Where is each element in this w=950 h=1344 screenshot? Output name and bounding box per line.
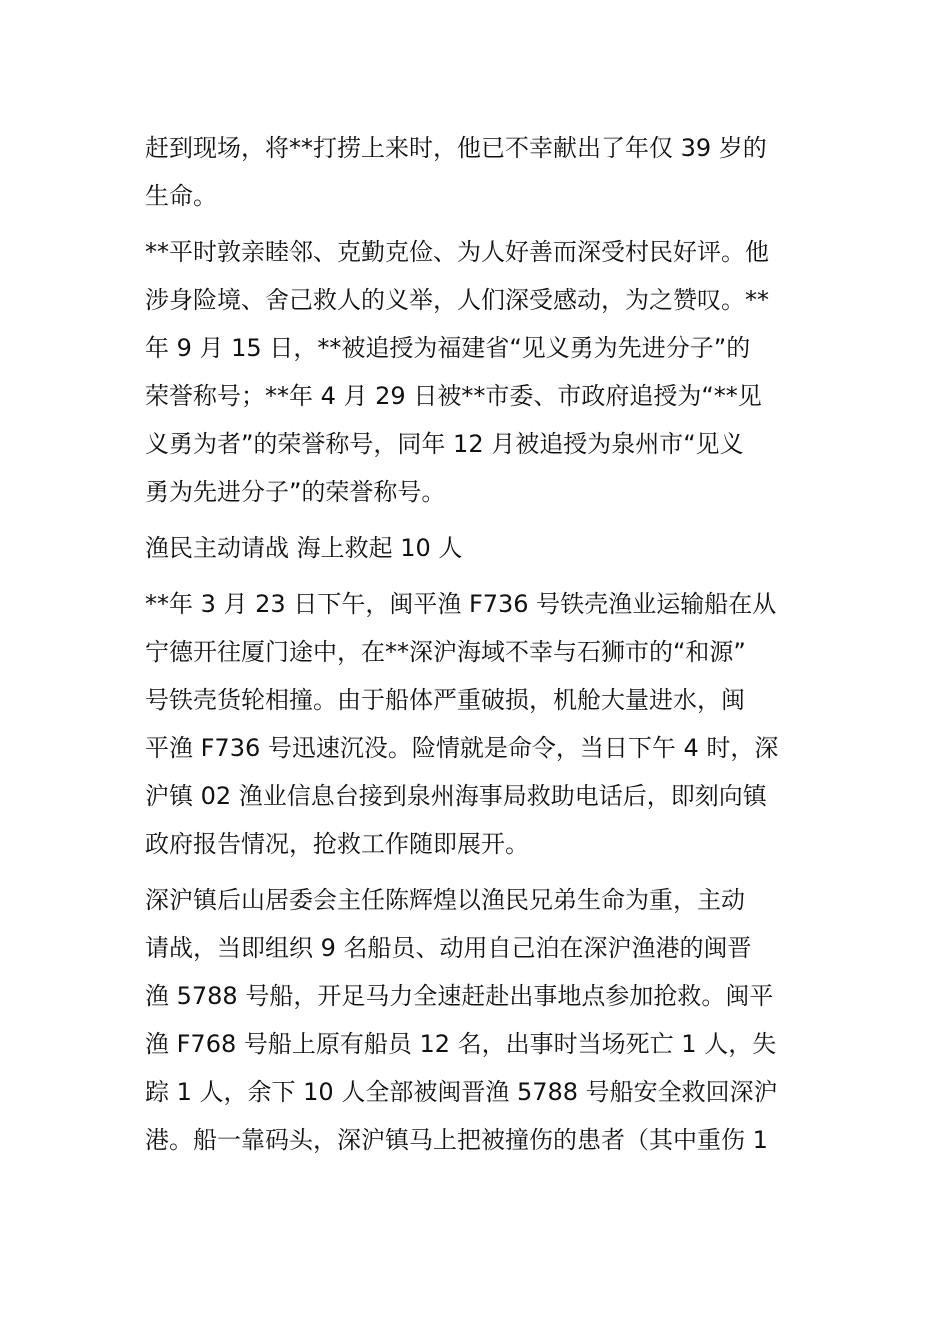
text-line: 踪 1 人，余下 10 人全部被闽晋渔 5788 号船安全救回深沪 xyxy=(145,1078,778,1106)
text-line: 义勇为者”的荣誉称号，同年 12 月被追授为泉州市“见义 xyxy=(145,430,744,458)
text-line: 深沪镇后山居委会主任陈辉煌以渔民兄弟生命为重，主动 xyxy=(145,886,745,914)
paragraph-2 xyxy=(145,228,810,516)
text-line: 宁德开往厦门途中，在**深沪海域不幸与石狮市的“和源” xyxy=(145,638,746,666)
text-line: **平时敦亲睦邻、克勤克俭、为人好善而深受村民好评。他 xyxy=(145,238,769,266)
text-line: 荣誉称号；**年 4 月 29 日被**市委、市政府追授为“**见 xyxy=(145,382,762,410)
text-line: **年 3 月 23 日下午，闽平渔 F736 号铁壳渔业运输船在从 xyxy=(145,590,777,618)
text-line: 年 9 月 15 日，**被追授为福建省“见义勇为先进分子”的 xyxy=(145,334,751,362)
text-line: 请战，当即组织 9 名船员、动用自己泊在深沪渔港的闽晋 xyxy=(145,934,752,962)
paragraph-3 xyxy=(145,580,810,868)
paragraph-4 xyxy=(145,876,810,1164)
text-line: 赶到现场，将**打捞上来时，他已不幸献出了年仅 39 岁的 xyxy=(145,134,767,162)
paragraph-1 xyxy=(145,124,810,220)
document-body xyxy=(145,124,810,1172)
text-line: 沪镇 02 渔业信息台接到泉州海事局救助电话后，即刻向镇 xyxy=(145,782,767,810)
text-line: 号铁壳货轮相撞。由于船体严重破损，机舱大量进水，闽 xyxy=(145,686,745,714)
text-line: 渔 5788 号船，开足马力全速赶赴出事地点参加抢救。闽平 xyxy=(145,982,774,1010)
heading-line: 渔民主动请战 海上救起 10 人 xyxy=(145,534,463,562)
text-line: 政府报告情况，抢救工作随即展开。 xyxy=(145,830,529,858)
text-line: 涉身险境、舍己救人的义举，人们深受感动，为之赞叹。** xyxy=(145,286,769,314)
text-line: 渔 F768 号船上原有船员 12 名，出事时当场死亡 1 人，失 xyxy=(145,1030,777,1058)
text-line: 生命。 xyxy=(145,182,217,210)
text-line: 勇为先进分子”的荣誉称号。 xyxy=(145,478,446,506)
text-line: 平渔 F736 号迅速沉没。险情就是命令，当日下午 4 时，深 xyxy=(145,734,779,762)
section-heading xyxy=(145,524,810,572)
text-line: 港。船一靠码头，深沪镇马上把被撞伤的患者（其中重伤 1 xyxy=(145,1126,768,1154)
